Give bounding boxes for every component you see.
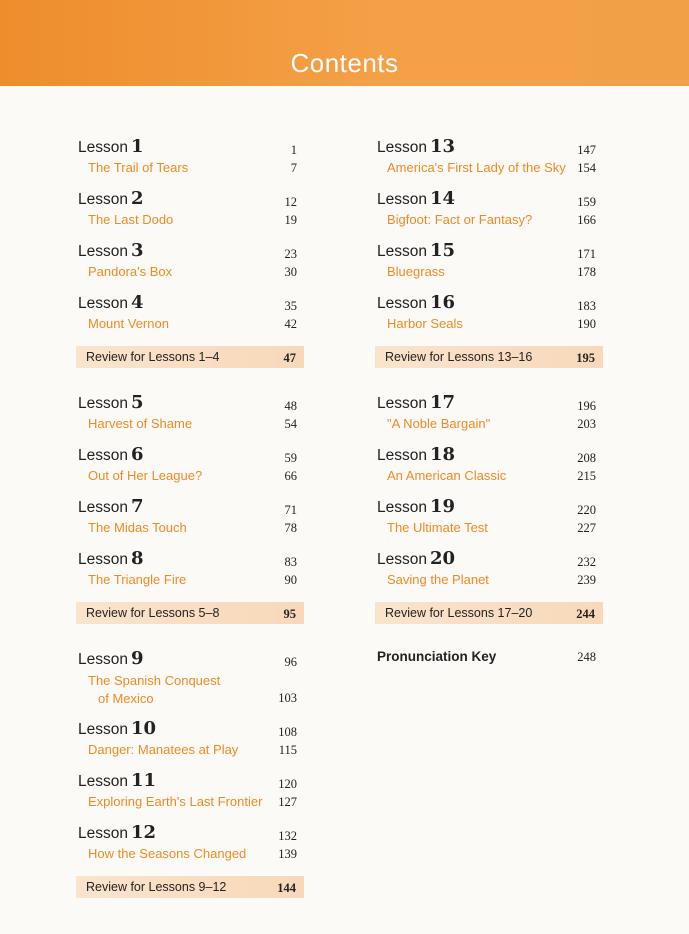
page-number: 1 (290, 143, 297, 157)
lesson-number: 18 (429, 444, 456, 465)
lesson-group (78, 392, 302, 624)
lesson-title-line: of Mexico (98, 691, 154, 706)
lesson-label: Lesson (377, 499, 427, 516)
page-number: 12 (284, 195, 297, 209)
lesson-title: An American Classic (387, 468, 507, 483)
page-number: 48 (284, 399, 297, 413)
pronunciation-key-label: Pronunciation Key (377, 649, 497, 664)
lesson-title-line: The Spanish Conquest (88, 673, 221, 688)
lesson-title: How the Seasons Changed (88, 846, 247, 861)
toc-entry[interactable] (78, 240, 302, 282)
lesson-number: 6 (130, 444, 144, 465)
page-number: 120 (278, 777, 297, 791)
review-entry[interactable] (76, 602, 304, 624)
lesson-title: The Ultimate Test (387, 520, 488, 535)
review-label: Review for Lessons 9–12 (86, 880, 227, 894)
page-number: 190 (577, 317, 596, 331)
review-label: Review for Lessons 1–4 (86, 350, 220, 364)
lesson-title: "A Noble Bargain" (387, 416, 491, 431)
review-entry[interactable] (375, 346, 603, 368)
page-number: 196 (577, 399, 596, 413)
page-number: 171 (577, 247, 596, 261)
review-entry[interactable] (375, 602, 603, 624)
toc-entry[interactable] (377, 240, 601, 282)
toc-entry[interactable] (78, 188, 302, 230)
page-number: 7 (290, 161, 297, 175)
page-number: 195 (576, 351, 595, 365)
page-number: 139 (278, 847, 297, 861)
lesson-number: 9 (130, 648, 144, 669)
lesson-title: The Midas Touch (88, 520, 187, 535)
review-entry[interactable] (76, 876, 304, 898)
lesson-label: Lesson (78, 825, 128, 842)
toc-entry[interactable] (377, 136, 601, 178)
pronunciation-key-entry[interactable] (377, 648, 601, 670)
lesson-label: Lesson (78, 651, 128, 668)
lesson-label: Lesson (78, 243, 128, 260)
lesson-title: Pandora's Box (88, 264, 173, 279)
page-number: 71 (284, 503, 297, 517)
page-number: 232 (577, 555, 596, 569)
page-number: 78 (284, 521, 297, 535)
lesson-title: Harbor Seals (387, 316, 463, 331)
toc-entry[interactable] (78, 496, 302, 538)
toc-entry[interactable] (377, 548, 601, 590)
header-banner (0, 0, 689, 86)
page-number: 59 (284, 451, 297, 465)
lesson-title: Bigfoot: Fact or Fantasy? (387, 212, 533, 227)
page-number: 66 (284, 469, 297, 483)
lesson-number: 11 (130, 770, 157, 791)
page-number: 42 (284, 317, 297, 331)
page-number: 108 (278, 725, 297, 739)
lesson-label: Lesson (377, 447, 427, 464)
toc-entry[interactable] (377, 444, 601, 486)
page-number: 154 (577, 161, 596, 175)
contents-column-right (377, 136, 601, 670)
lesson-number: 13 (429, 136, 456, 157)
lesson-title: Saving the Planet (387, 572, 489, 587)
page-number: 30 (284, 265, 297, 279)
lesson-number: 10 (130, 718, 157, 739)
page-number: 103 (278, 691, 297, 705)
lesson-label: Lesson (78, 499, 128, 516)
page-number: 147 (577, 143, 596, 157)
lesson-title: Harvest of Shame (88, 416, 193, 431)
page-title: Contents (290, 48, 399, 78)
lesson-label: Lesson (78, 295, 128, 312)
lesson-number: 2 (130, 188, 144, 209)
page-number: 208 (577, 451, 596, 465)
lesson-label: Lesson (78, 139, 128, 156)
page-number: 35 (284, 299, 297, 313)
page-number: 239 (577, 573, 596, 587)
page-number: 215 (577, 469, 596, 483)
page-number: 54 (284, 417, 297, 431)
page-number: 183 (577, 299, 596, 313)
page-number: 47 (283, 351, 296, 365)
toc-entry[interactable] (78, 392, 302, 434)
lesson-label: Lesson (377, 191, 427, 208)
toc-entry[interactable] (78, 548, 302, 590)
lesson-number: 1 (130, 136, 144, 157)
lesson-number: 15 (429, 240, 456, 261)
review-entry[interactable] (76, 346, 304, 368)
page-number: 203 (577, 417, 596, 431)
toc-entry[interactable] (377, 292, 601, 334)
lesson-title: America's First Lady of the Sky (387, 160, 566, 175)
page-number: 127 (278, 795, 297, 809)
lesson-title: The Last Dodo (88, 212, 174, 227)
toc-entry[interactable] (78, 718, 302, 760)
lesson-group (377, 136, 601, 368)
lesson-title (88, 672, 238, 708)
lesson-label: Lesson (377, 395, 427, 412)
lesson-label: Lesson (78, 447, 128, 464)
lesson-title: Danger: Manatees at Play (88, 742, 239, 757)
lesson-label: Lesson (377, 551, 427, 568)
toc-entry[interactable] (78, 444, 302, 486)
page-number: 19 (284, 213, 297, 227)
lesson-label: Lesson (78, 191, 128, 208)
page-number: 115 (278, 743, 297, 757)
lesson-number: 19 (429, 496, 456, 517)
page-number: 227 (577, 521, 596, 535)
lesson-group (377, 392, 601, 624)
lesson-number: 12 (130, 822, 157, 843)
page-number: 144 (277, 881, 296, 895)
lesson-label: Lesson (377, 295, 427, 312)
lesson-title: Out of Her League? (88, 468, 203, 483)
toc-entry[interactable] (78, 292, 302, 334)
page-number: 96 (284, 655, 297, 669)
toc-entry[interactable] (377, 188, 601, 230)
lesson-number: 8 (130, 548, 144, 569)
lesson-title: Bluegrass (387, 264, 445, 279)
lesson-number: 17 (429, 392, 456, 413)
lesson-number: 7 (130, 496, 144, 517)
page-number: 178 (577, 265, 596, 279)
lesson-group (377, 648, 601, 670)
page-number: 159 (577, 195, 596, 209)
page-number: 244 (576, 607, 595, 621)
page-number: 248 (577, 650, 596, 664)
lesson-title: The Triangle Fire (88, 572, 187, 587)
page-number: 90 (284, 573, 297, 587)
lesson-label: Lesson (78, 395, 128, 412)
page-number: 132 (278, 829, 297, 843)
page-number: 166 (577, 213, 596, 227)
review-label: Review for Lessons 5–8 (86, 606, 220, 620)
toc-entry[interactable] (78, 770, 302, 812)
lesson-number: 20 (429, 548, 456, 569)
page-number: 23 (284, 247, 297, 261)
toc-entry[interactable] (377, 496, 601, 538)
review-label: Review for Lessons 13–16 (385, 350, 533, 364)
lesson-title: The Trail of Tears (88, 160, 189, 175)
toc-entry[interactable] (78, 136, 302, 178)
lesson-label: Lesson (78, 773, 128, 790)
toc-entry[interactable] (377, 392, 601, 434)
toc-entry[interactable] (78, 822, 302, 864)
lesson-label: Lesson (78, 551, 128, 568)
lesson-title: Mount Vernon (88, 316, 169, 331)
lesson-number: 4 (130, 292, 144, 313)
lesson-number: 3 (130, 240, 144, 261)
lesson-title: Exploring Earth's Last Frontier (88, 794, 263, 809)
contents-column-left (78, 136, 302, 898)
lesson-group (78, 136, 302, 368)
lesson-group (78, 648, 302, 898)
review-label: Review for Lessons 17–20 (385, 606, 533, 620)
lesson-label: Lesson (78, 721, 128, 738)
lesson-number: 16 (429, 292, 456, 313)
toc-entry[interactable] (78, 648, 302, 708)
lesson-number: 14 (429, 188, 456, 209)
lesson-number: 5 (130, 392, 144, 413)
page-number: 95 (283, 607, 296, 621)
lesson-label: Lesson (377, 243, 427, 260)
page-number: 83 (284, 555, 297, 569)
page-number: 220 (577, 503, 596, 517)
lesson-label: Lesson (377, 139, 427, 156)
